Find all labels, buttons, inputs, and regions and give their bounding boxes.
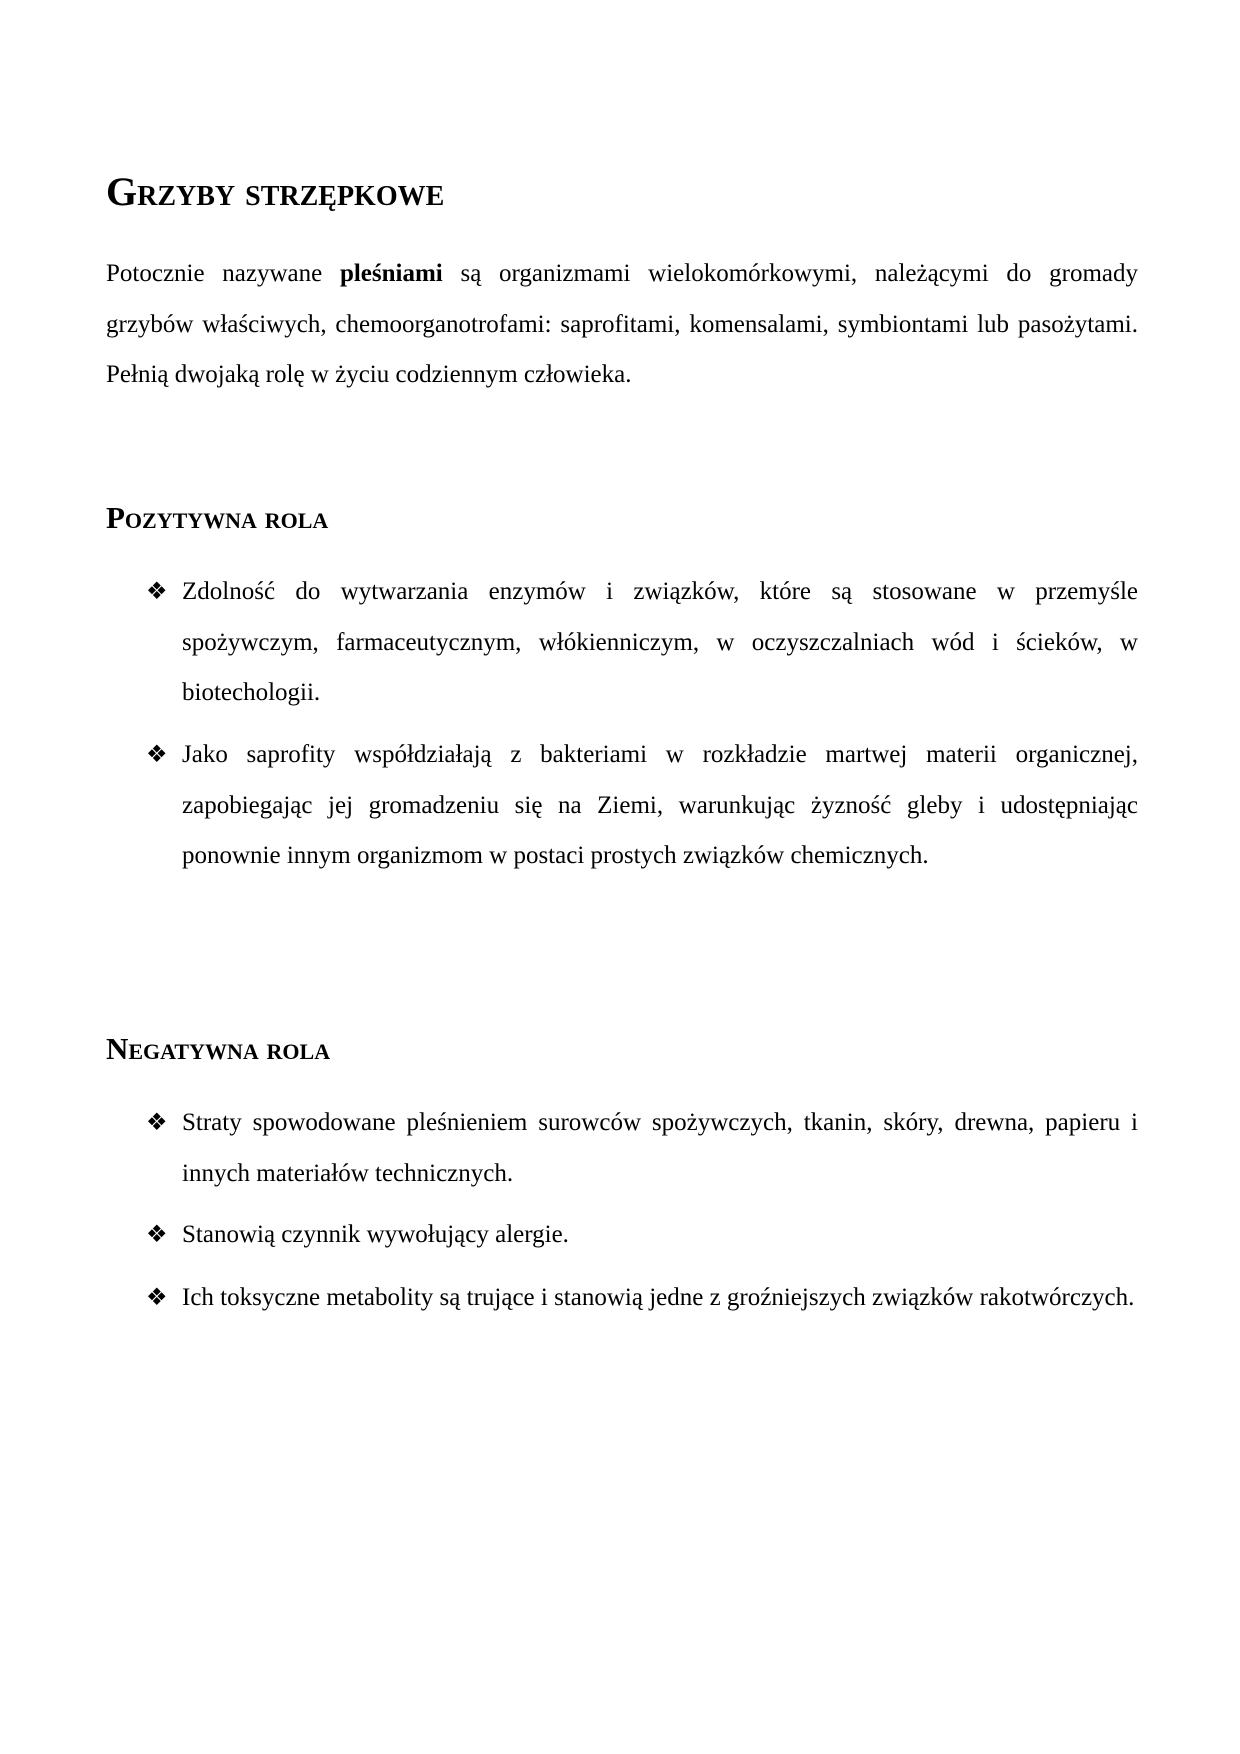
- list-item: [146, 730, 1138, 882]
- diamond-bullet-icon: ❖: [146, 1222, 168, 1248]
- list-item: [146, 1098, 1138, 1199]
- list-item: [146, 1273, 1138, 1324]
- list-item-text: Straty spowodowane pleśnieniem surowców spożywczych, tkanin, skóry, drewna, papieru i innych materiałów technicznych.: [182, 1109, 1138, 1187]
- intro-text: są organizmami wielokomórkowymi, należącymi do gromady grzybów właściwych, chemoorganotrofami: saprofitami, komensalami, symbiontami lub pasożytami. Pełnią dwojaką rolę w życiu codziennym człowieka.: [106, 260, 1138, 388]
- diamond-bullet-icon: ❖: [146, 579, 168, 605]
- list-item-text: Stanowią czynnik wywołujący alergie.: [182, 1221, 569, 1248]
- list-item-text: Zdolność do wytwarzania enzymów i związków, które są stosowane w przemyśle spożywczym, farmaceutycznym, włókienniczym, w oczyszczalniach wód i ścieków, w biotechologii.: [182, 578, 1138, 706]
- diamond-bullet-icon: ❖: [146, 1285, 168, 1311]
- intro-text: Potocznie nazywane: [106, 260, 340, 287]
- diamond-bullet-icon: ❖: [146, 1110, 168, 1136]
- list-item-text: Ich toksyczne metabolity są trujące i stanowią jedne z groźniejszych związków rakotwórczych.: [182, 1284, 1135, 1311]
- list-item: [146, 567, 1138, 719]
- intro-paragraph: [106, 249, 1138, 401]
- page-title: Grzyby strzępkowe: [106, 169, 445, 214]
- heading-positive-role: Pozytywna rola: [106, 500, 329, 535]
- diamond-bullet-icon: ❖: [146, 742, 168, 768]
- list-item: [146, 1210, 1138, 1261]
- list-item-text: Jako saprofity współdziałają z bakteriami w rozkładzie martwej materii organicznej, zapobiegając jej gromadzeniu się na Ziemi, warunkując żyzność gleby i udostępniając ponownie innym organizmom w postaci prostych związków chemicznych.: [182, 741, 1138, 869]
- heading-negative-role: Negatywna rola: [106, 1031, 331, 1066]
- intro-bold-term: pleśniami: [339, 260, 443, 287]
